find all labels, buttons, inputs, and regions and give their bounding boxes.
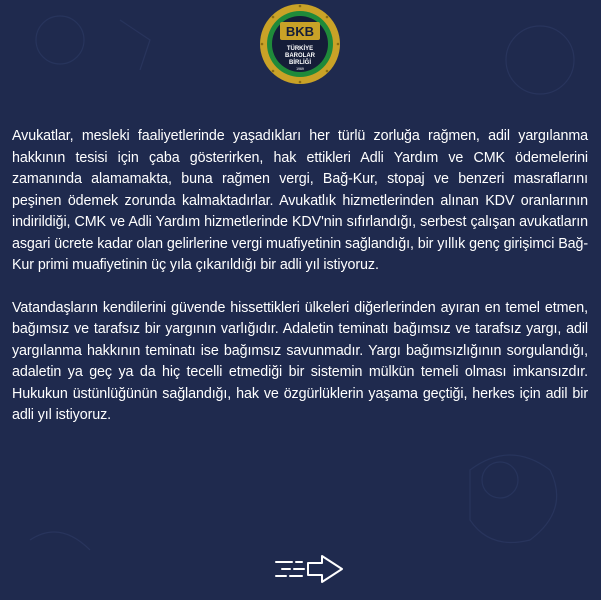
- tbb-logo: [254, 0, 346, 86]
- next-arrow-icon: [272, 552, 348, 586]
- paragraph-1: Avukatlar, mesleki faaliyetlerinde yaşadıkları her türlü zorluğa rağmen, adil yargılanma hakkının tesisi için çaba gösterirken, hak ettikleri Adli Yardım ve CMK ödemelerini zamanında alamamakta, buna rağmen vergi, Bağ-Kur, stopaj ve benzeri masraflarını peşinen ödemek zorunda kalmaktadırlar. Avukatlık hizmetlerinden alınan KDV oranlarının indirildiği, CMK ve Adli Yardım hizmetlerinde KDV'nin sıfırlandığı, serbest çalışan avukatların asgari ücrete kadar olan gelirlerine vergi muafiyetinin sağlandığı, bir yıllık genç girişimci Bağ-Kur primi muafiyetinin üç yıla çıkarıldığı bir adli yıl istiyoruz.: [12, 128, 588, 273]
- paragraph-2: Vatandaşların kendilerini güvende hissettikleri ülkeleri diğerlerinden ayıran en temel etmen, bağımsız ve tarafsız bir yargının varlığıdır. Adaletin teminatı bağımsız ve tarafsız yargı, adil yargılanma hakkının teminatı ise bağımsız savunmadır. Yargı bağımsızlığının sorgulandığı, adaletin ya geç ya da hiç tecelli etmediği bir sistemin mülkün temeli olması imkansızdır. Hukukun üstünlüğünün sağlandığı, hak ve özgürlüklerin yaşama geçtiği, herkes için adil bir adli yıl istiyoruz.: [12, 299, 588, 423]
- emblem-letters: BKB: [285, 24, 315, 39]
- next-arrow-button[interactable]: [272, 552, 348, 586]
- logo-year: 1969: [296, 67, 304, 71]
- logo-text-line1: TÜRKİYE: [286, 46, 314, 52]
- logo-text-line3: BİRLİĞİ: [289, 60, 311, 66]
- logo-text-line2: BAROLAR: [285, 53, 315, 59]
- statement-body: [12, 126, 588, 448]
- bar-association-emblem-icon: [254, 0, 346, 86]
